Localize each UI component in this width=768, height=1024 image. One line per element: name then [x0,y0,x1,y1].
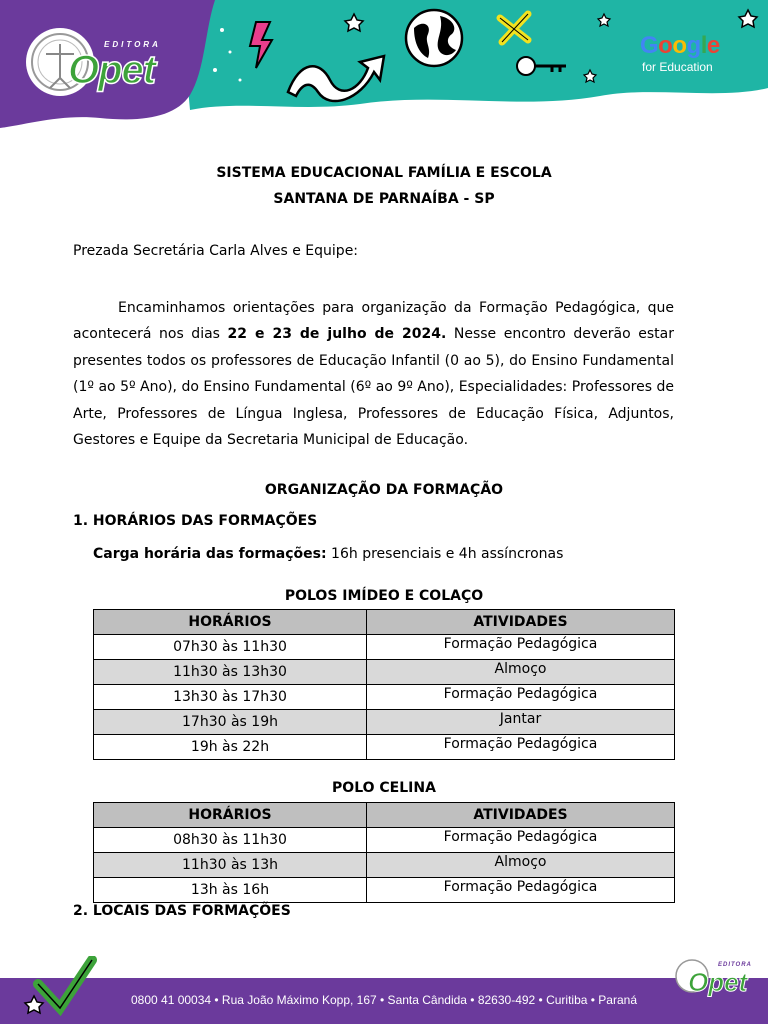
document-title-line2: SANTANA DE PARNAÍBA - SP [273,191,495,207]
google-letter: l [700,32,707,59]
google-letter: o [672,32,687,59]
table2-title: POLO CELINA [332,780,436,796]
cell-activity: Formação Pedagógica [367,685,675,710]
cell-activity: Formação Pedagógica [367,735,675,760]
page-header [0,0,768,130]
cell-time: 11h30 às 13h30 [94,660,367,685]
cell-activity: Formação Pedagógica [367,828,675,853]
table-row [94,685,675,710]
google-logo [640,32,720,60]
cell-time: 17h30 às 19h [94,710,367,735]
schedule-table-celina [93,802,675,903]
table-row [94,878,675,903]
table-row [94,635,675,660]
google-for-education-label: for Education [642,60,713,74]
table-row [94,735,675,760]
workload-line [93,546,563,562]
cell-time: 08h30 às 11h30 [94,828,367,853]
section-heading-locations: 2. LOCAIS DAS FORMAÇÕES [73,903,291,919]
workload-label: Carga horária das formações: [93,546,327,562]
greeting: Prezada Secretária Carla Alves e Equipe: [73,243,359,259]
cell-time: 19h às 22h [94,735,367,760]
cell-time: 13h às 16h [94,878,367,903]
table-row [94,828,675,853]
column-header-horarios: HORÁRIOS [94,610,367,635]
cell-activity: Almoço [367,660,675,685]
intro-paragraph-dates: 22 e 23 de julho de 2024. [227,326,447,343]
google-letter: G [640,32,659,59]
footer-contact: 0800 41 00034 • Rua João Máximo Kopp, 167 • Santa Cândida • 82630-492 • Curitiba • Paraná [130,993,637,1007]
cell-time: 11h30 às 13h [94,853,367,878]
brand-small-label: EDITORA [104,40,161,49]
cell-activity: Formação Pedagógica [367,878,675,903]
brand-logo: Opet [68,48,156,92]
google-letter: g [686,32,701,59]
table-header-row [94,803,675,828]
google-letter: o [658,32,673,59]
intro-paragraph [73,295,674,453]
google-letter: e [706,32,720,59]
cell-time: 07h30 às 11h30 [94,635,367,660]
schedule-table-imideo-colaco [93,609,675,760]
column-header-atividades: ATIVIDADES [367,803,675,828]
section-heading-schedules: 1. HORÁRIOS DAS FORMAÇÕES [73,513,318,529]
table-row [94,660,675,685]
intro-paragraph-end: Nesse encontro deverão estar presentes todos os professores de Educação Infantil (0 ao 5), do Ensino Fundamental (1º ao 5º Ano), do Ensino Fundamental (6º ao 9º Ano), Especialidades: Professores de Arte, Professores de Língua Inglesa, Professores de Educação Física, Adjuntos, Gestores e Equipe da Secretaria Municipal de Educação. [73,326,674,449]
workload-value: 16h presenciais e 4h assíncronas [326,546,564,562]
footer-decoration [0,956,768,1024]
column-header-atividades: ATIVIDADES [367,610,675,635]
document-title-line1: SISTEMA EDUCACIONAL FAMÍLIA E ESCOLA [216,165,552,181]
footer-brand-small-label: EDITORA [718,962,752,968]
cell-time: 13h30 às 17h30 [94,685,367,710]
table-row [94,853,675,878]
page-footer [0,956,768,1024]
table-header-row [94,610,675,635]
cell-activity: Formação Pedagógica [367,635,675,660]
intro-paragraph-start: Encaminhamos orientações para organização da Formação Pedagógica, que acontecerá nos dias [73,300,674,343]
table-row [94,710,675,735]
cell-activity: Jantar [367,710,675,735]
column-header-horarios: HORÁRIOS [94,803,367,828]
footer-brand-logo: Opet [688,967,748,997]
section-heading-organization: ORGANIZAÇÃO DA FORMAÇÃO [264,482,504,498]
cell-activity: Almoço [367,853,675,878]
table1-title: POLOS IMÍDEO E COLAÇO [284,588,484,604]
